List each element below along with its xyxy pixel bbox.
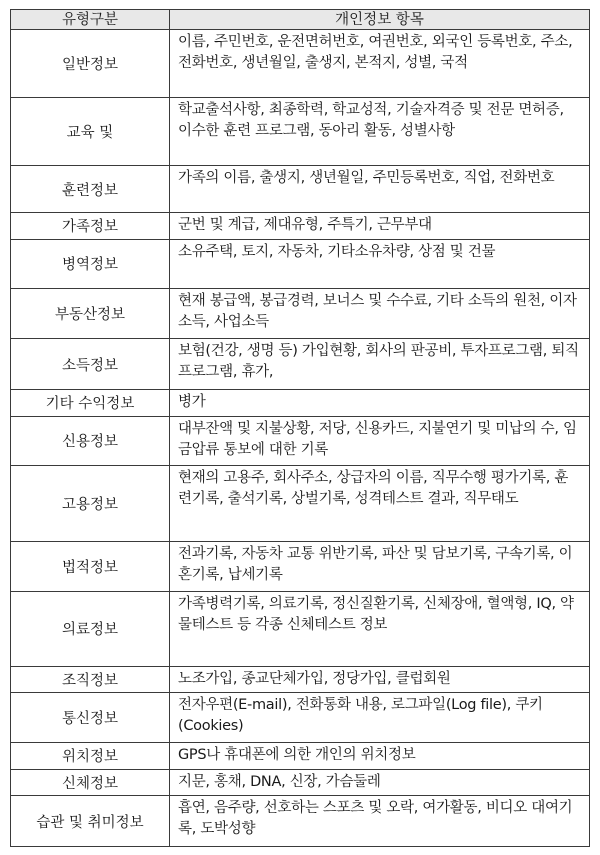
table-row — [11, 591, 590, 666]
items-cell: 병가 — [170, 390, 590, 416]
items-cell: 이름, 주민번호, 운전면허번호, 여권번호, 외국인 등록번호, 주소, 전화번호, 생년월일, 출생지, 본적지, 성별, 국적 — [170, 30, 590, 98]
items-cell: 소유주택, 토지, 자동차, 기타소유차량, 상점 및 건물 — [170, 239, 590, 289]
category-cell: 병역정보 — [11, 239, 170, 289]
table-row — [11, 239, 590, 289]
category-cell: 교육 및 — [11, 98, 170, 166]
table-row — [11, 416, 590, 466]
table-row — [11, 339, 590, 390]
table-row — [11, 213, 590, 239]
table-row — [11, 289, 590, 339]
items-cell: 전과기록, 자동차 교통 위반기록, 파산 및 담보기록, 구속기록, 이혼기록, 납세기록 — [170, 541, 590, 591]
header-row — [11, 10, 590, 30]
table-row — [11, 666, 590, 692]
items-cell: 학교출석사항, 최종학력, 학교성적, 기술자격증 및 전문 면허증, 이수한 훈련 프로그램, 동아리 활동, 성별사항 — [170, 98, 590, 166]
category-cell: 소득정보 — [11, 339, 170, 390]
category-cell: 습관 및 취미정보 — [11, 796, 170, 847]
category-cell: 부동산정보 — [11, 289, 170, 339]
table-row — [11, 693, 590, 743]
table-row — [11, 743, 590, 769]
category-cell: 법적정보 — [11, 541, 170, 591]
category-cell: 조직정보 — [11, 666, 170, 692]
table-row — [11, 98, 590, 166]
items-cell: GPS나 휴대폰에 의한 개인의 위치정보 — [170, 743, 590, 769]
category-cell: 일반정보 — [11, 30, 170, 98]
table-row — [11, 390, 590, 416]
category-cell: 신체정보 — [11, 769, 170, 795]
header-category: 유형구분 — [11, 10, 170, 30]
table-row — [11, 541, 590, 591]
table-row — [11, 166, 590, 213]
items-cell: 군번 및 계급, 제대유형, 주특기, 근무부대 — [170, 213, 590, 239]
personal-info-table — [10, 9, 590, 847]
items-cell: 보험(건강, 생명 등) 가입현황, 회사의 판공비, 투자프로그램, 퇴직프로그램, 휴가, — [170, 339, 590, 390]
category-cell: 훈련정보 — [11, 166, 170, 213]
items-cell: 가족의 이름, 출생지, 생년월일, 주민등록번호, 직업, 전화번호 — [170, 166, 590, 213]
category-cell: 고용정보 — [11, 466, 170, 541]
items-cell: 대부잔액 및 지불상황, 저당, 신용카드, 지불연기 및 미납의 수, 임금압류 통보에 대한 기록 — [170, 416, 590, 466]
items-cell: 노조가입, 종교단체가입, 정당가입, 클럽회원 — [170, 666, 590, 692]
category-cell: 통신정보 — [11, 693, 170, 743]
items-cell: 현재 봉급액, 봉급경력, 보너스 및 수수료, 기타 소득의 원천, 이자소득, 사업소득 — [170, 289, 590, 339]
items-cell: 흡연, 음주량, 선호하는 스포츠 및 오락, 여가활동, 비디오 대여기록, 도박성향 — [170, 796, 590, 847]
category-cell: 가족정보 — [11, 213, 170, 239]
table-row — [11, 466, 590, 541]
header-items: 개인정보 항목 — [170, 10, 590, 30]
table-row — [11, 30, 590, 98]
table-row — [11, 769, 590, 795]
items-cell: 전자우편(E-mail), 전화통화 내용, 로그파일(Log file), 쿠키(Cookies) — [170, 693, 590, 743]
category-cell: 위치정보 — [11, 743, 170, 769]
items-cell: 현재의 고용주, 회사주소, 상급자의 이름, 직무수행 평가기록, 훈련기록, 출석기록, 상벌기록, 성격테스트 결과, 직무태도 — [170, 466, 590, 541]
items-cell: 지문, 홍채, DNA, 신장, 가슴둘레 — [170, 769, 590, 795]
table-row — [11, 796, 590, 847]
category-cell: 기타 수익정보 — [11, 390, 170, 416]
category-cell: 의료정보 — [11, 591, 170, 666]
items-cell: 가족병력기록, 의료기록, 정신질환기록, 신체장애, 혈액형, IQ, 약물테스트 등 각종 신체테스트 정보 — [170, 591, 590, 666]
category-cell: 신용정보 — [11, 416, 170, 466]
